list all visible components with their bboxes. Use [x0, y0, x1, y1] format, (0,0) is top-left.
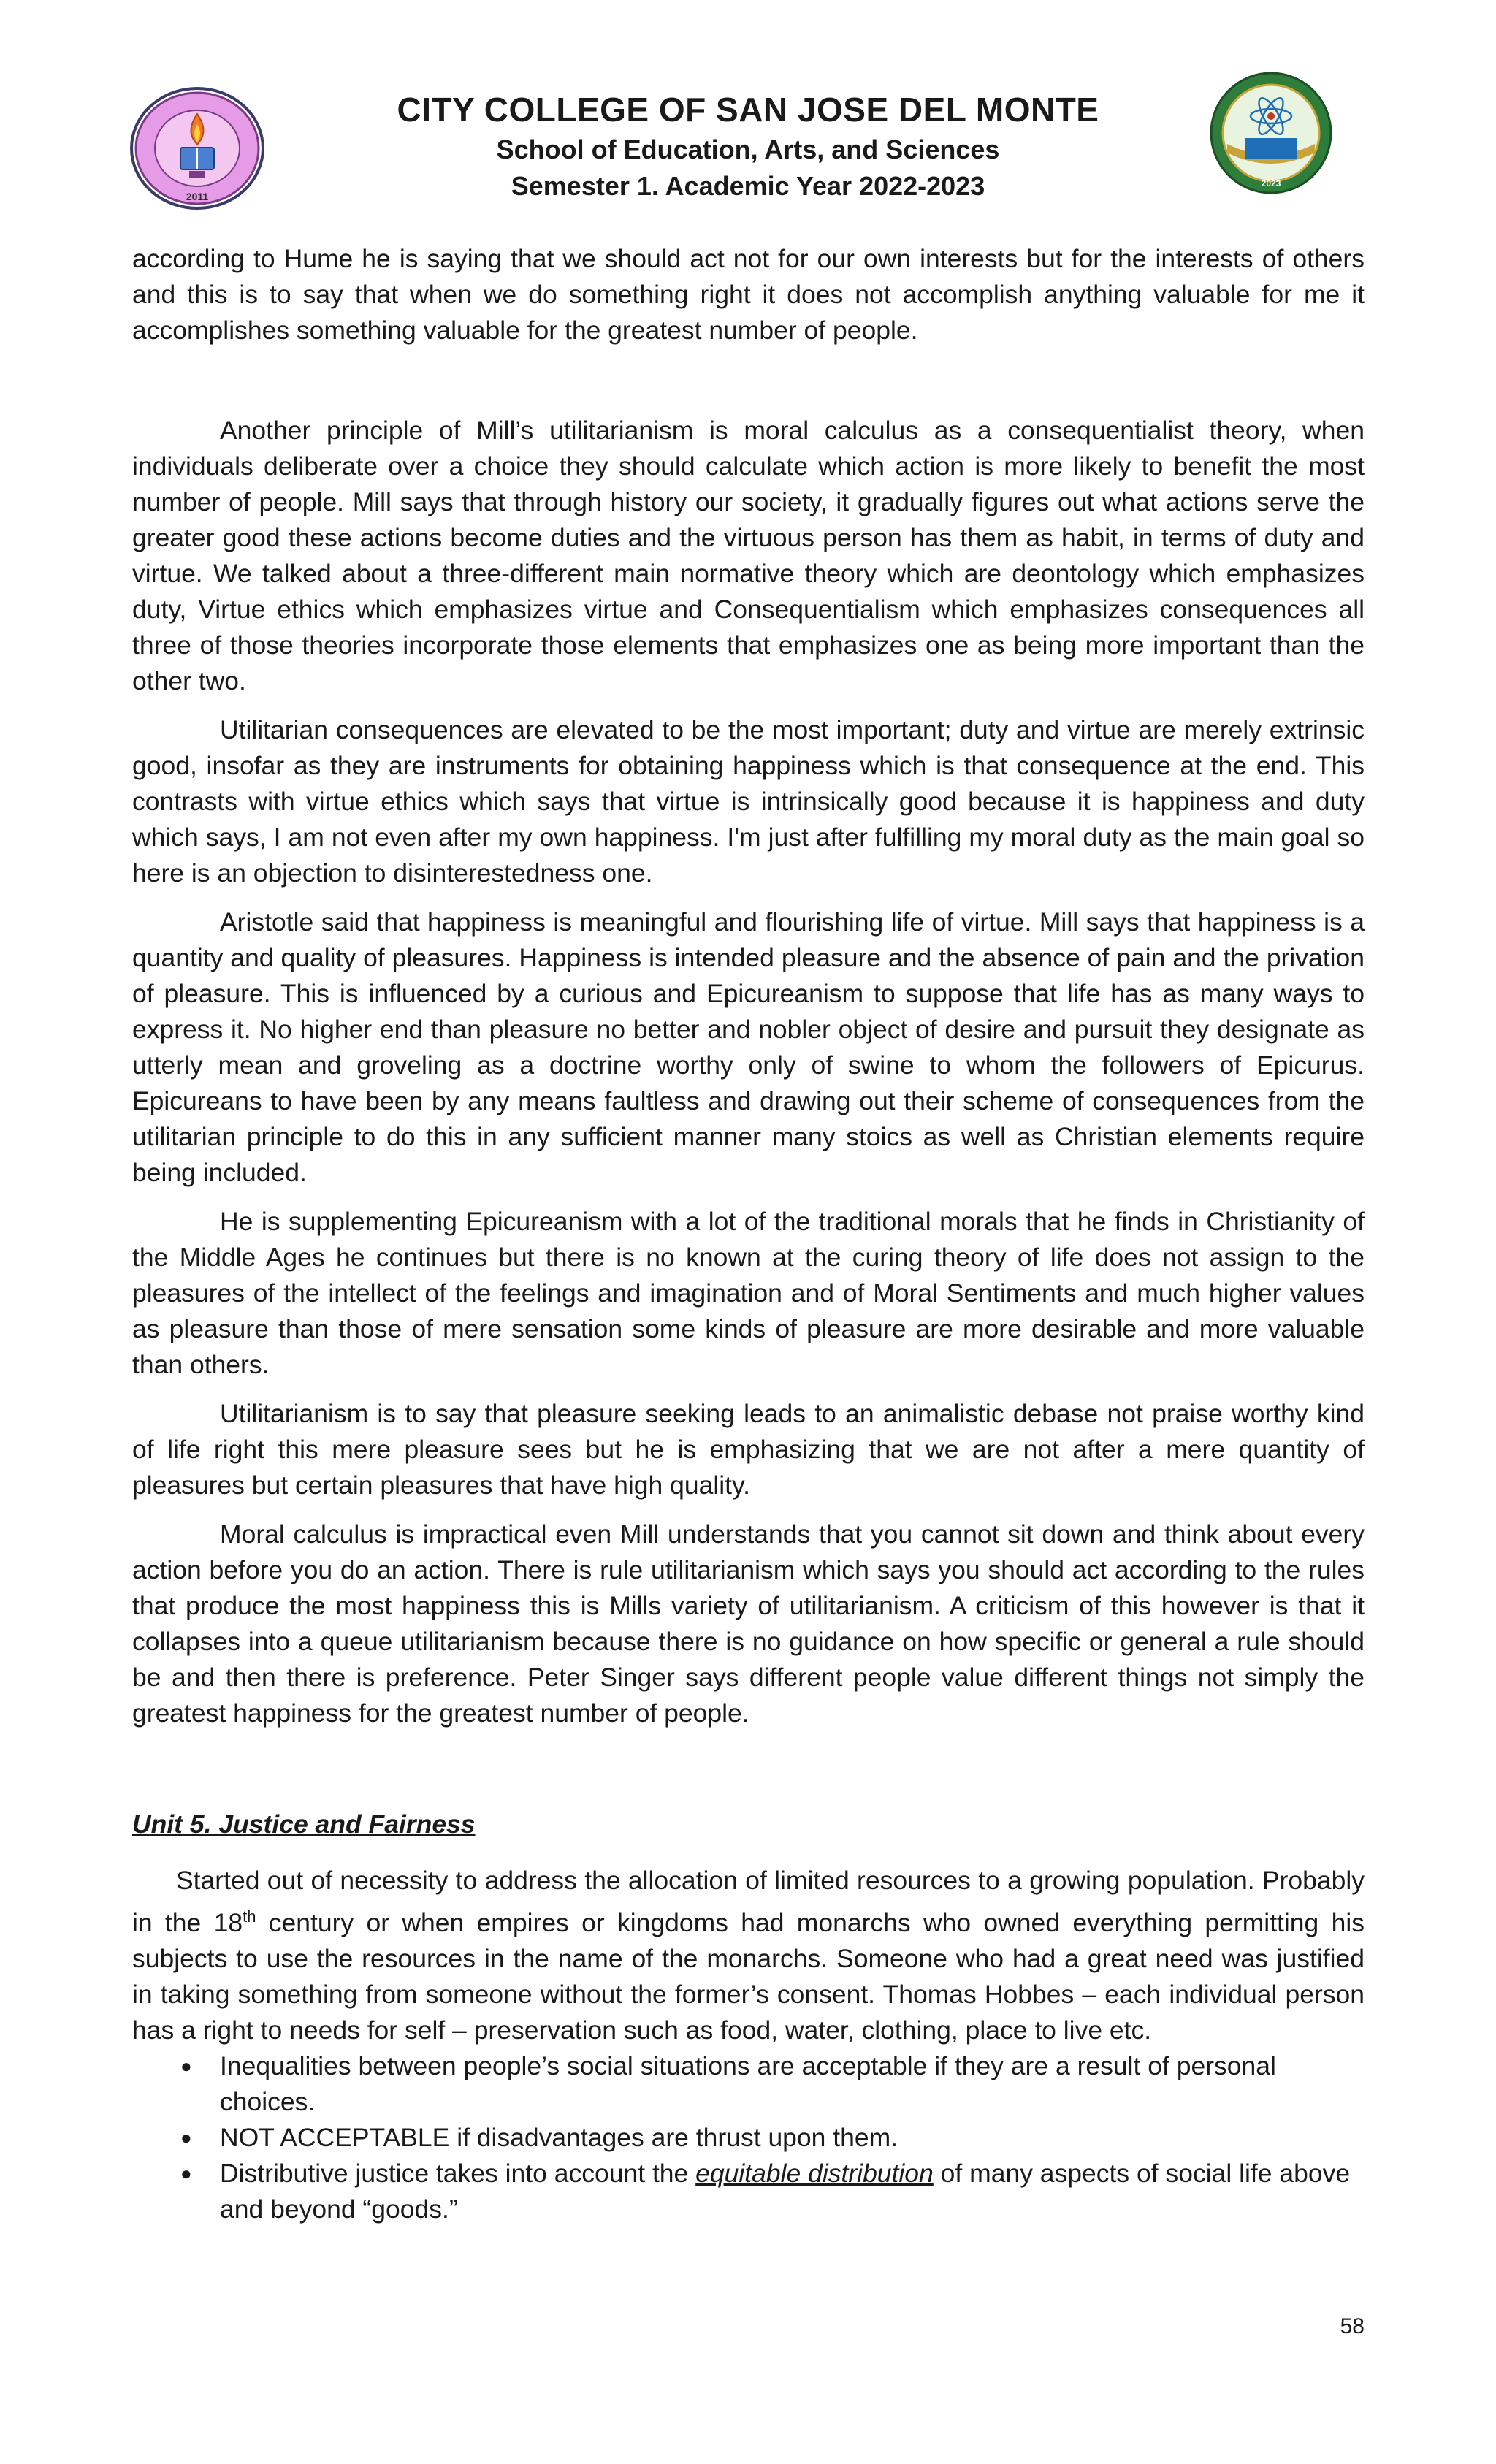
list-item-text: NOT ACCEPTABLE if disadvantages are thrust upon them. — [220, 2122, 898, 2152]
list-item — [132, 2156, 1365, 2227]
emphasized-term: equitable distribution — [695, 2158, 934, 2188]
intro-text-end: century or when empires or kingdoms had monarchs who owned everything permitting his subjects to use the resources in the name of the monarchs. Someone who had a great need was justified in taking something from someone without the former’s consent. Thomas Hobbes – each individual person has a right to needs for self – preservation such as food, water, clothing, place to live etc. — [132, 1907, 1365, 2045]
section-heading: Unit 5. Justice and Fairness — [132, 1809, 476, 1839]
list-item-text: Inequalities between people’s social situations are acceptable if they are a result of personal choices. — [220, 2051, 1276, 2116]
paragraph: Moral calculus is impractical even Mill understands that you cannot sit down and think about every action before you do an action. There is rule utilitarianism which says you should act according to the rules that produce the most happiness this is Mills variety of utilitarianism. A criticism of this however is that it collapses into a queue utilitarianism because there is no guidance on how specific or general a rule should be and then there is preference. Peter Singer says different people value different things not simply the greatest happiness for the greatest number of people. — [132, 1519, 1365, 1728]
college-name: CITY COLLEGE OF SAN JOSE DEL MONTE — [397, 91, 1099, 129]
list-item-text: Distributive justice takes into account the — [220, 2158, 696, 2188]
right-logo-year: 2023 — [1261, 178, 1281, 188]
intro-text-start: Started out of necessity to address the allocation of limited resources to a growing population. Probably in the 18 — [132, 1866, 1365, 1937]
document-header — [0, 88, 1496, 205]
body-section-main — [132, 413, 1365, 1744]
list-item — [132, 2048, 1365, 2120]
list-item-text: of many aspects of social life above and beyond “goods.” — [220, 2158, 1351, 2224]
semester-line: Semester 1. Academic Year 2022-2023 — [511, 171, 985, 201]
school-name: School of Education, Arts, and Sciences — [496, 134, 1000, 164]
paragraph: He is supplementing Epicureanism with a lot of the traditional morals that he finds in Christianity of the Middle Ages he continues but there is no known at the curing theory of life does not assign to the pleasures of the intellect of the feelings and imagination and of Moral Sentiments and much higher values as pleasure than those of mere sensation some kinds of pleasure are more desirable and more valuable than others. — [132, 1207, 1365, 1379]
paragraph: Aristotle said that happiness is meaningful and flourishing life of virtue. Mill says that happiness is a quantity and quality of pleasures. Happiness is intended pleasure and the absence of pain and the privation of pleasure. This is influenced by a curious and Epicureanism to suppose that life has as many ways to express it. No higher end than pleasure no better and nobler object of desire and pursuit they designate as utterly mean and groveling as a doctrine worthy only of swine to whom the followers of Epicurus. Epicureans to have been by any means faultless and drawing out their scheme of consequences from the utilitarian principle to do this in any sufficient manner many stoics as well as Christian elements require being included. — [132, 907, 1365, 1187]
superscript-th: th — [243, 1907, 256, 1926]
paragraph: Utilitarianism is to say that pleasure seeking leads to an animalistic debase not praise worthy kind of life right this mere pleasure sees but he is emphasizing that we are not after a mere quantity of pleasures but certain pleasures that have high quality. — [132, 1399, 1365, 1500]
body-section-unit5 — [132, 1863, 1365, 2227]
paragraph: Another principle of Mill’s utilitarianism is moral calculus as a consequentialist theory, when individuals deliberate over a choice they should calculate which action is more likely to benefit the most number of people. Mill says that through history our society, it gradually figures out what actions serve the greater good these actions become duties and the virtuous person has them as habit, in terms of duty and virtue. We talked about a three-different main normative theory which are deontology which emphasizes duty, Virtue ethics which emphasizes virtue and Consequentialism which emphasizes consequences all three of those theories incorporate those elements that emphasizes one as being more important than the other two. — [132, 416, 1365, 695]
left-logo-year: 2011 — [186, 191, 209, 202]
unit5-intro-paragraph — [132, 1863, 1365, 2048]
bullet-list — [132, 2048, 1365, 2227]
list-item — [132, 2120, 1365, 2156]
paragraph: Utilitarian consequences are elevated to be the most important; duty and virtue are merely extrinsic good, insofar as they are instruments for obtaining happiness which is that consequence at the end. This contrasts with virtue ethics which says that virtue is intrinsically good because it is happiness and duty which says, I am not even after my own happiness. I'm just after fulfilling my moral duty as the main goal so here is an objection to disinterestedness one. — [132, 715, 1365, 888]
page-number: 58 — [1340, 2314, 1365, 2338]
paragraph: according to Hume he is saying that we should act not for our own interests but for the interests of others and this is to say that when we do something right it does not accomplish anything valuable for me it accomplishes something valuable for the greatest number of people. — [132, 244, 1365, 345]
body-section-opening — [132, 241, 1365, 362]
